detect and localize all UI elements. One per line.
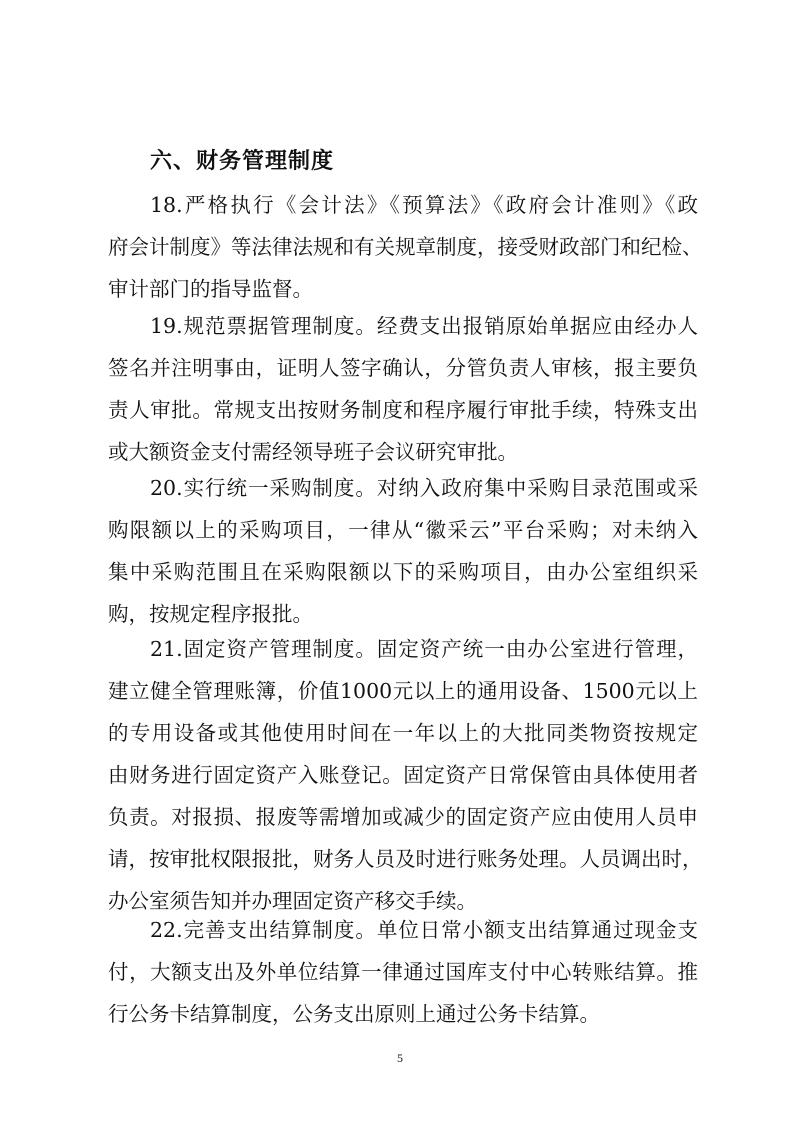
paragraph-line: 20.实行统一采购制度。对纳入政府集中采购目录范围或采 bbox=[150, 476, 698, 500]
paragraph-line: 18.严格执行《会计法》《预算法》《政府会计准则》《政 bbox=[150, 193, 698, 217]
paragraph-19 bbox=[108, 305, 698, 473]
paragraph-line: 付，大额支出及外单位结算一律通过国库支付中心转账结算。推 bbox=[108, 960, 698, 984]
paragraph-18 bbox=[108, 184, 703, 310]
paragraph-22 bbox=[108, 909, 698, 1035]
paragraph-line: 购限额以上的采购项目，一律从“徽采云”平台采购；对未纳入 bbox=[108, 518, 698, 542]
paragraph-line: 22.完善支出结算制度。单位日常小额支出结算通过现金支 bbox=[150, 918, 698, 942]
section-heading: 六、财务管理制度 bbox=[150, 149, 335, 174]
paragraph-line: 由财务进行固定资产入账登记。固定资产日常保管由具体使用者 bbox=[108, 763, 698, 787]
paragraph-line: 签名并注明事由，证明人签字确认，分管负责人审核，报主要负 bbox=[108, 356, 698, 380]
paragraph-line: 或大额资金支付需经领导班子会议研究审批。 bbox=[108, 440, 518, 464]
paragraph-line: 办公室须告知并办理固定资产移交手续。 bbox=[108, 889, 477, 913]
paragraph-line: 府会计制度》等法律法规和有关规章制度，接受财政部门和纪检、 bbox=[108, 235, 703, 259]
paragraph-line: 集中采购范围且在采购限额以下的采购项目，由办公室组织采 bbox=[108, 560, 698, 584]
paragraph-21 bbox=[108, 628, 703, 922]
paragraph-line: 负责。对报损、报废等需增加或减少的固定资产应由使用人员申 bbox=[108, 805, 698, 829]
paragraph-line: 行公务卡结算制度，公务支出原则上通过公务卡结算。 bbox=[108, 1002, 600, 1026]
paragraph-line: 请，按审批权限报批，财务人员及时进行账务处理。人员调出时， bbox=[108, 847, 703, 871]
paragraph-line: 责人审批。常规支出按财务制度和程序履行审批手续，特殊支出 bbox=[108, 398, 698, 422]
paragraph-line: 21.固定资产管理制度。固定资产统一由办公室进行管理， bbox=[150, 637, 698, 661]
paragraph-line: 审计部门的指导监督。 bbox=[108, 277, 313, 301]
paragraph-line: 购，按规定程序报批。 bbox=[108, 602, 313, 626]
page-number: 5 bbox=[397, 1051, 403, 1065]
paragraph-20 bbox=[108, 467, 698, 635]
paragraph-line: 19.规范票据管理制度。经费支出报销原始单据应由经办人 bbox=[150, 314, 698, 338]
paragraph-line: 建立健全管理账簿，价值1000元以上的通用设备、1500元以上 bbox=[108, 679, 698, 703]
paragraph-line: 的专用设备或其他使用时间在一年以上的大批同类物资按规定 bbox=[108, 721, 698, 745]
